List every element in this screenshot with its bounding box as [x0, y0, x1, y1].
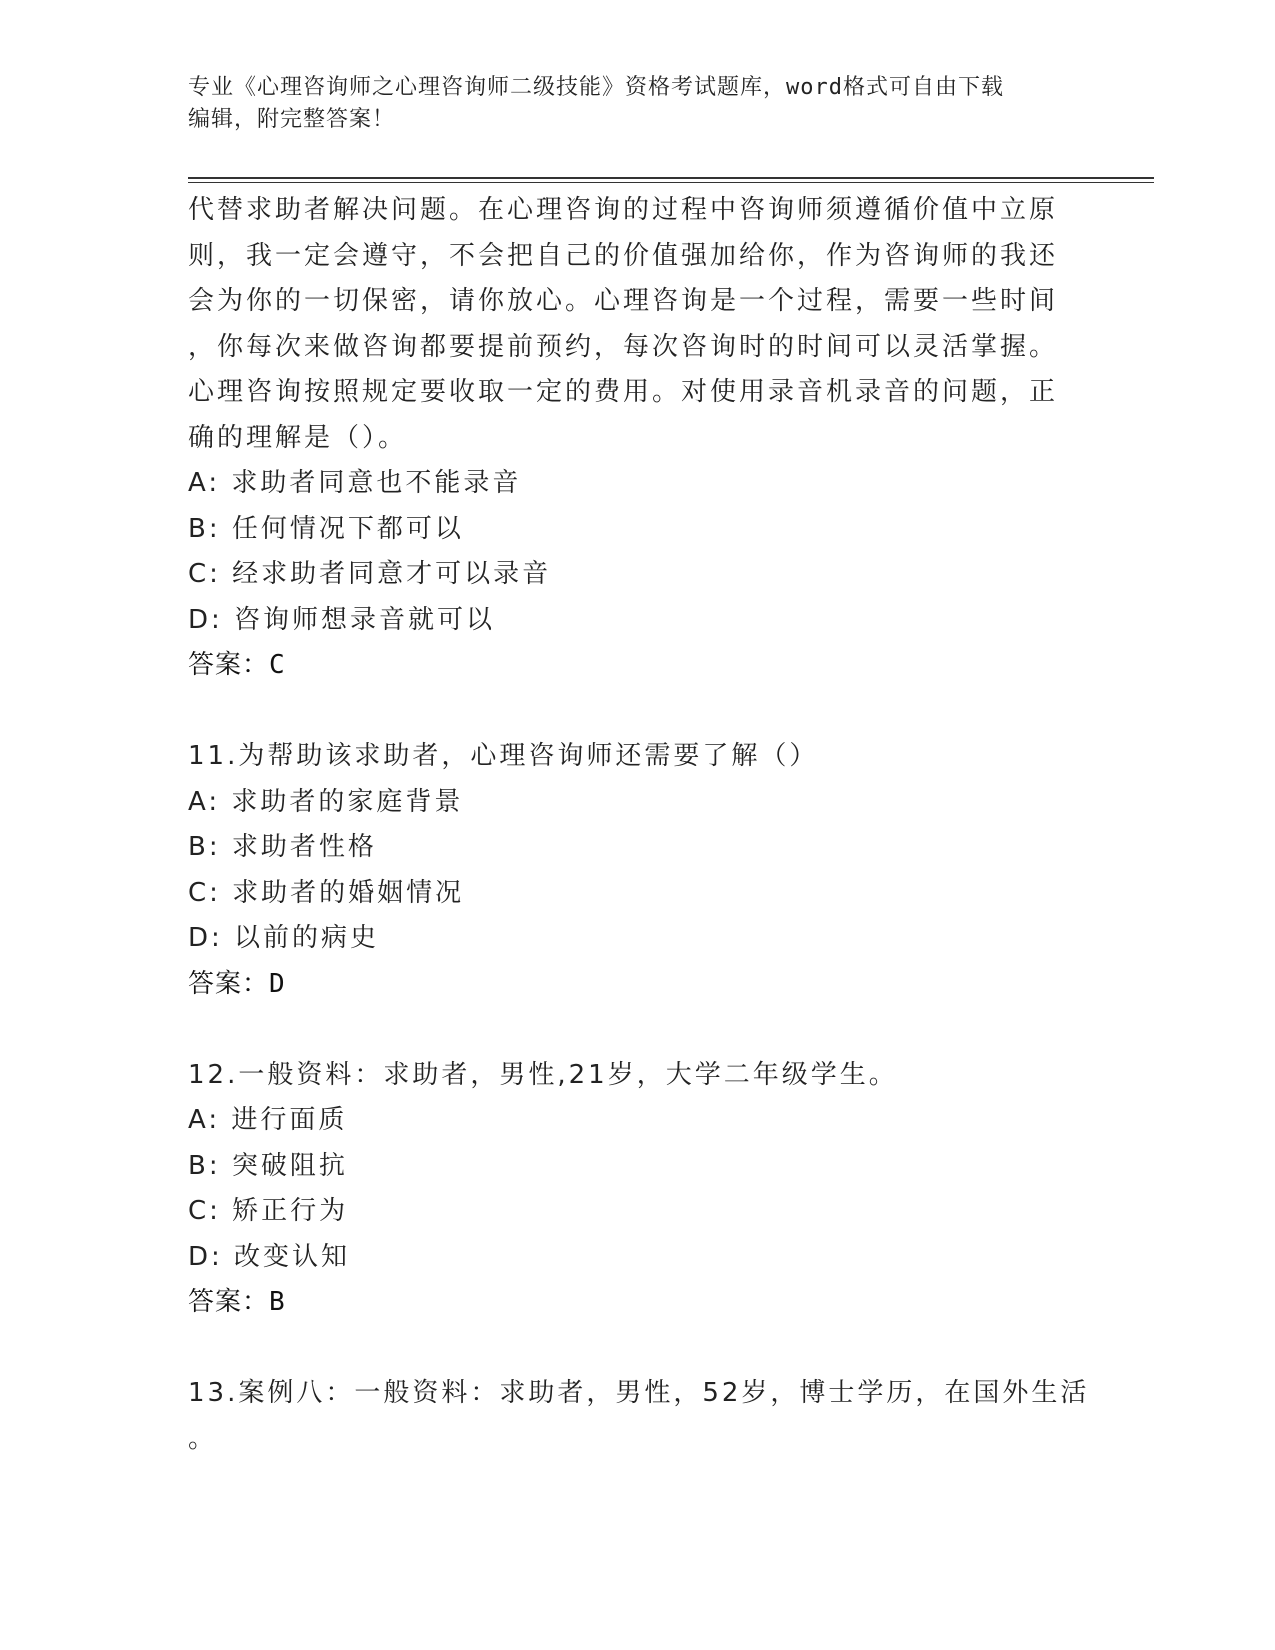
q12-option-d: D: 改变认知	[188, 1241, 351, 1272]
q10-option-b: B: 任何情况下都可以	[188, 513, 464, 544]
q11-option-c: C: 求助者的婚姻情况	[188, 877, 465, 908]
q12-option-c: C: 矫正行为	[188, 1196, 349, 1226]
q13-title-continuation: 。	[188, 1423, 218, 1454]
q11-answer: 答案：D	[188, 968, 286, 999]
q10-stem-line: 代替求助者解决问题。在心理咨询的过程中咨询师须遵循价值中立原	[188, 195, 1059, 225]
header-divider-thin	[188, 182, 1154, 183]
q11-option-d: D: 以前的病史	[188, 923, 380, 953]
q12-title: 12.一般资料：求助者，男性,21岁，大学二年级学生。	[188, 1059, 898, 1090]
q10-stem-line: 会为你的一切保密，请你放心。心理咨询是一个过程，需要一些时间	[188, 286, 1059, 316]
q10-option-a: A: 求助者同意也不能录音	[188, 468, 522, 498]
document-header	[188, 72, 1068, 136]
q11-option-b: B: 求助者性格	[188, 832, 377, 862]
q12-answer: 答案：B	[188, 1287, 286, 1317]
header-divider-thick	[188, 177, 1154, 179]
question-13	[188, 1371, 1090, 1462]
question-spacer	[188, 1007, 1068, 1053]
question-10	[188, 188, 1068, 689]
question-12	[188, 1053, 1068, 1326]
q10-stem-line: ，你每次来做咨询都要提前预约，每次咨询时的时间可以灵活掌握。	[188, 331, 1059, 362]
q11-title: 11.为帮助该求助者，心理咨询师还需要了解（）	[188, 741, 819, 771]
question-spacer	[188, 1326, 1068, 1372]
q10-stem-line: 心理咨询按照规定要收取一定的费用。对使用录音机录音的问题，正	[188, 377, 1059, 407]
question-11	[188, 734, 1068, 1007]
question-content	[188, 188, 1090, 1462]
q12-option-a: A: 进行面质	[188, 1105, 348, 1135]
question-spacer	[188, 689, 1068, 735]
q10-option-d: D: 咨询师想录音就可以	[188, 604, 496, 635]
q10-answer: 答案：C	[188, 650, 286, 680]
header-line-2: 编辑，附完整答案！	[188, 107, 396, 132]
q10-option-c: C: 经求助者同意才可以录音	[188, 559, 552, 589]
q10-stem-line: 则，我一定会遵守，不会把自己的价值强加给你，作为咨询师的我还	[188, 240, 1059, 271]
q13-title: 13.案例八：一般资料：求助者，男性，52岁，博士学历，在国外生活	[188, 1378, 1090, 1408]
q10-stem-line: 确的理解是（）。	[188, 422, 408, 453]
q11-option-a: A: 求助者的家庭背景	[188, 786, 464, 817]
q12-option-b: B: 突破阻抗	[188, 1150, 348, 1181]
header-line-1: 专业《心理咨询师之心理咨询师二级技能》资格考试题库，word格式可自由下载	[188, 75, 1004, 100]
